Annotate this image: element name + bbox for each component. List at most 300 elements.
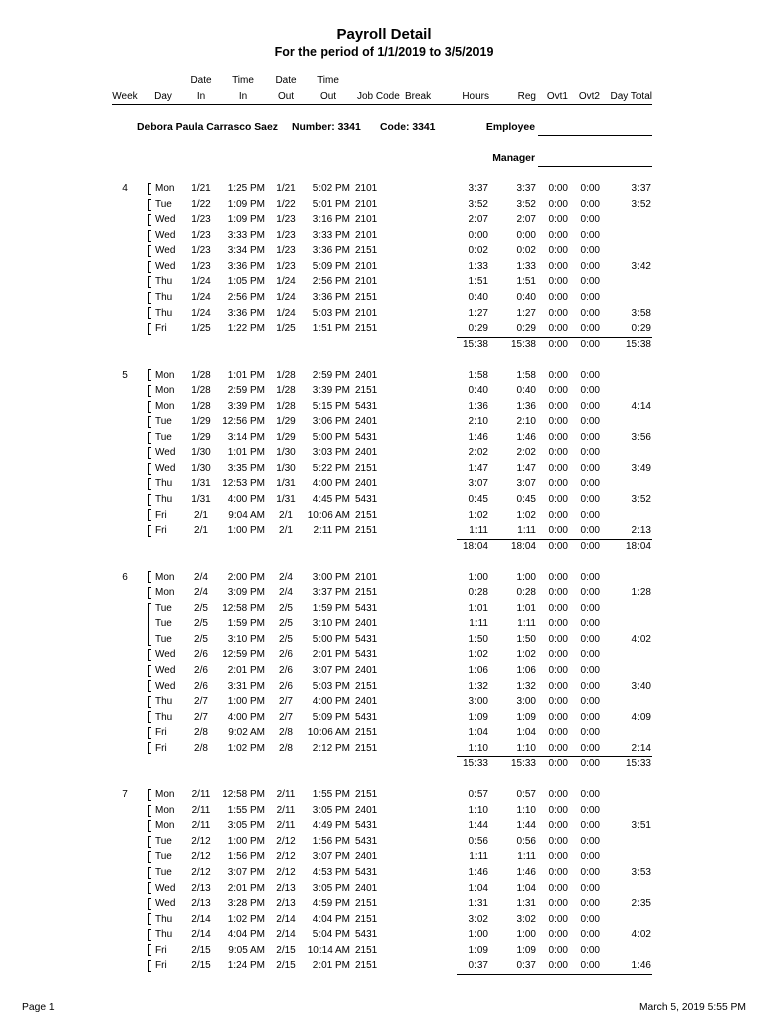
day-total-cell: 4:02 [631, 633, 651, 645]
day-cell: Mon [155, 587, 175, 599]
punch-bracket [148, 944, 151, 956]
date-in-cell: 1/28 [191, 369, 211, 381]
employee-name: Debora Paula Carrasco Saez [137, 122, 278, 133]
punch-row [0, 523, 768, 539]
reg-cell: 1:58 [516, 369, 536, 381]
reg-cell: 3:00 [516, 696, 536, 708]
job-code-cell: 2401 [355, 369, 378, 381]
date-in-cell: 2/13 [191, 882, 211, 894]
date-out-cell: 1/31 [276, 478, 296, 490]
date-in-header: In [196, 91, 206, 102]
total-ovt1-cell: 0:00 [548, 540, 568, 552]
hours-cell: 1:00 [468, 571, 488, 583]
reg-cell: 3:52 [516, 198, 536, 210]
punch-row [0, 197, 768, 213]
day-cell: Tue [155, 851, 172, 863]
time-in-cell: 4:04 PM [227, 929, 265, 941]
punch-row [0, 741, 768, 757]
punch-row [0, 616, 768, 632]
date-in-cell: 2/11 [191, 804, 211, 816]
punch-bracket [148, 199, 151, 211]
time-in-cell: 2:56 PM [227, 292, 265, 303]
ovt2-cell: 0:00 [580, 602, 600, 614]
ovt2-cell: 0:00 [580, 664, 600, 676]
time-in-cell: 3:14 PM [227, 431, 265, 443]
date-in-cell: 2/5 [194, 602, 208, 614]
reg-cell: 1:50 [516, 633, 536, 645]
punch-row [0, 647, 768, 663]
punch-bracket [148, 960, 151, 972]
time-in-cell: 3:33 PM [227, 229, 265, 241]
punch-bracket [148, 929, 151, 941]
ovt2-cell: 0:00 [580, 198, 600, 210]
punch-row [0, 274, 768, 290]
ovt2-cell: 0:00 [580, 369, 600, 381]
punch-row [0, 679, 768, 695]
reg-cell: 1:46 [516, 431, 536, 443]
week-totals-row [0, 539, 768, 555]
job-code-cell: 2151 [355, 944, 378, 956]
job-code-cell: 5431 [355, 929, 378, 941]
day-cell: Thu [155, 292, 173, 303]
time-out-cell: 5:22 PM [312, 462, 350, 474]
ovt2-cell: 0:00 [580, 960, 600, 972]
day-cell: Wed [155, 898, 176, 910]
ovt1-cell: 0:00 [548, 680, 568, 692]
punch-row [0, 430, 768, 446]
punch-row [0, 896, 768, 912]
reg-cell: 1:10 [516, 804, 536, 816]
date-in-cell: 2/12 [191, 851, 211, 863]
reg-cell: 1:11 [517, 618, 536, 630]
punch-bracket [148, 851, 151, 863]
hours-cell: 1:04 [468, 882, 488, 894]
punch-bracket [148, 432, 151, 444]
ovt2-cell: 0:00 [580, 292, 600, 303]
time-in-cell: 3:09 PM [227, 587, 265, 599]
time-out-cell: 4:45 PM [312, 494, 350, 506]
punch-row [0, 710, 768, 726]
job-code-cell: 2151 [355, 245, 378, 257]
total-reg-cell: 18:04 [510, 540, 536, 552]
week-total-cell: 15:38 [625, 338, 651, 350]
ovt1-cell: 0:00 [548, 913, 568, 925]
job-code-cell: 5431 [355, 649, 378, 661]
ovt1-cell: 0:00 [548, 183, 568, 195]
ovt1-cell: 0:00 [548, 369, 568, 381]
date-out-cell: 1/23 [276, 229, 296, 241]
job-code-cell: 2401 [355, 882, 378, 894]
date-out-cell: 2/12 [276, 866, 296, 878]
ovt1-cell: 0:00 [548, 214, 568, 226]
date-out-cell: 2/4 [279, 571, 293, 583]
ovt1-cell: 0:00 [548, 696, 568, 708]
punch-row [0, 461, 768, 477]
punch-row [0, 865, 768, 881]
ovt1-cell: 0:00 [548, 431, 568, 443]
ovt1-cell: 0:00 [548, 804, 568, 816]
break-header: Break [405, 91, 432, 102]
date-out-cell: 1/23 [276, 260, 296, 272]
punch-row [0, 803, 768, 819]
time-out-cell: 5:04 PM [312, 929, 350, 941]
ovt1-cell: 0:00 [548, 960, 568, 972]
ovt2-cell: 0:00 [580, 835, 600, 847]
day-total-cell: 2:35 [631, 898, 651, 910]
hours-cell: 1:36 [468, 400, 488, 412]
time-in-cell: 1:55 PM [227, 804, 265, 816]
hours-cell: 1:11 [469, 525, 488, 537]
reg-cell: 1:00 [516, 929, 536, 941]
hours-cell: 1:10 [468, 742, 488, 754]
ovt2-cell: 0:00 [580, 494, 600, 506]
date-in-cell: 2/6 [194, 664, 208, 676]
time-out-cell: 3:37 PM [312, 587, 350, 599]
day-cell: Tue [155, 198, 172, 210]
reg-cell: 1:31 [516, 898, 536, 910]
punch-bracket [148, 680, 151, 692]
ovt1-cell: 0:00 [548, 245, 568, 257]
time-out-cell: 3:05 PM [312, 804, 350, 816]
ovt1-cell: 0:00 [548, 323, 568, 335]
day-cell: Tue [155, 602, 172, 614]
date-in-cell: 1/28 [191, 385, 211, 397]
ovt2-cell: 0:00 [580, 462, 600, 474]
time-in-cell: 12:58 PM [222, 602, 265, 614]
date-in-cell: 1/24 [191, 276, 211, 288]
job-code-cell: 2151 [355, 385, 378, 397]
punch-row [0, 787, 768, 803]
ovt1-cell: 0:00 [548, 742, 568, 754]
day-cell: Wed [155, 214, 176, 226]
ovt2-cell: 0:00 [580, 509, 600, 521]
reg-cell: 1:04 [516, 727, 536, 739]
time-in-cell: 1:59 PM [227, 618, 265, 630]
job-code-header: Job Code [357, 91, 400, 102]
ovt1-cell: 0:00 [548, 276, 568, 288]
punch-bracket [148, 632, 151, 646]
punch-bracket [148, 805, 151, 817]
ovt1-cell: 0:00 [548, 494, 568, 506]
job-code-cell: 2151 [355, 292, 378, 303]
punch-row [0, 368, 768, 384]
date-in-cell: 1/23 [191, 245, 211, 257]
time-out-cell: 3:06 PM [312, 416, 350, 428]
ovt1-cell: 0:00 [548, 633, 568, 645]
ovt2-cell: 0:00 [580, 804, 600, 816]
time-out-cell: 4:59 PM [312, 898, 350, 910]
job-code-cell: 2151 [355, 525, 378, 537]
job-code-cell: 2101 [355, 260, 378, 272]
ovt1-cell: 0:00 [548, 944, 568, 956]
hours-cell: 1:50 [468, 633, 488, 645]
date-in-header-top: Date [190, 75, 212, 86]
day-cell: Mon [155, 400, 175, 412]
reg-cell: 0:29 [516, 323, 536, 335]
time-in-cell: 1:00 PM [227, 696, 265, 708]
reg-cell: 1:04 [516, 882, 536, 894]
ovt2-cell: 0:00 [580, 447, 600, 459]
day-cell: Fri [155, 944, 167, 956]
hours-cell: 2:07 [468, 214, 488, 226]
punch-row [0, 414, 768, 430]
hours-cell: 1:11 [469, 851, 488, 863]
reg-cell: 1:46 [516, 866, 536, 878]
reg-cell: 1:00 [516, 571, 536, 583]
day-cell: Wed [155, 680, 176, 692]
day-total-cell: 2:13 [631, 525, 651, 537]
date-out-cell: 2/11 [276, 789, 296, 801]
time-out-cell: 4:49 PM [312, 820, 350, 832]
day-cell: Wed [155, 245, 176, 257]
date-out-cell: 2/11 [276, 820, 296, 832]
time-in-cell: 3:39 PM [227, 400, 265, 412]
time-in-cell: 9:05 AM [228, 944, 265, 956]
ovt2-cell: 0:00 [580, 478, 600, 490]
day-cell: Fri [155, 323, 167, 335]
ovt2-cell: 0:00 [580, 416, 600, 428]
time-in-cell: 12:56 PM [222, 416, 265, 428]
date-in-cell: 2/1 [194, 525, 208, 537]
job-code-cell: 2101 [355, 183, 378, 195]
ovt2-cell: 0:00 [580, 245, 600, 257]
reg-cell: 1:36 [516, 400, 536, 412]
punch-row [0, 601, 768, 617]
date-in-cell: 2/14 [191, 913, 211, 925]
job-code-cell: 2101 [355, 307, 378, 319]
date-in-cell: 1/29 [191, 431, 211, 443]
time-out-cell: 10:06 AM [307, 509, 350, 521]
ovt1-cell: 0:00 [548, 835, 568, 847]
job-code-cell: 2401 [355, 447, 378, 459]
reg-cell: 3:02 [516, 913, 536, 925]
job-code-cell: 2401 [355, 416, 378, 428]
ovt1-cell: 0:00 [548, 866, 568, 878]
day-cell: Fri [155, 509, 167, 521]
hours-cell: 1:02 [468, 509, 488, 521]
day-cell: Tue [155, 431, 172, 443]
time-out-cell: 3:16 PM [312, 214, 350, 226]
reg-cell: 1:33 [516, 260, 536, 272]
day-total-cell: 3:42 [631, 260, 651, 272]
hours-cell: 2:02 [468, 447, 488, 459]
ovt2-cell: 0:00 [580, 587, 600, 599]
punch-bracket [148, 898, 151, 910]
punch-bracket [148, 665, 151, 677]
date-out-cell: 2/11 [276, 804, 296, 816]
time-out-cell: 2:11 PM [313, 525, 350, 537]
date-out-cell: 2/4 [279, 587, 293, 599]
punch-row [0, 632, 768, 648]
date-in-cell: 2/6 [194, 680, 208, 692]
employee-signature-label: Employee [485, 122, 535, 133]
day-cell: Thu [155, 494, 173, 506]
job-code-cell: 2101 [355, 276, 378, 288]
hours-cell: 3:37 [468, 183, 488, 195]
ovt2-cell: 0:00 [580, 742, 600, 754]
reg-cell: 1:01 [516, 602, 536, 614]
reg-cell: 1:02 [516, 509, 536, 521]
day-total-header: Day Total [610, 91, 652, 102]
day-cell: Thu [155, 276, 173, 288]
reg-cell: 0:45 [516, 494, 536, 506]
punch-row [0, 725, 768, 741]
time-out-cell: 5:02 PM [312, 183, 350, 195]
punch-bracket [148, 478, 151, 490]
job-code-cell: 2151 [355, 898, 378, 910]
ovt2-cell: 0:00 [580, 633, 600, 645]
hours-cell: 1:27 [468, 307, 488, 319]
page-number: Page 1 [22, 1002, 55, 1013]
time-out-cell: 2:01 PM [312, 960, 350, 972]
date-out-cell: 2/8 [279, 727, 293, 739]
date-in-cell: 2/12 [191, 835, 211, 847]
day-cell: Thu [155, 711, 173, 723]
punch-bracket [148, 292, 151, 304]
punch-bracket [148, 696, 151, 708]
date-in-cell: 2/14 [191, 929, 211, 941]
punch-bracket [148, 245, 151, 257]
job-code-cell: 2151 [355, 913, 378, 925]
reg-cell: 1:09 [516, 944, 536, 956]
date-out-cell: 2/12 [276, 851, 296, 863]
hours-cell: 0:40 [468, 385, 488, 397]
ovt1-cell: 0:00 [548, 820, 568, 832]
punch-bracket [148, 447, 151, 459]
time-in-cell: 9:04 AM [228, 509, 265, 521]
ovt1-cell: 0:00 [548, 447, 568, 459]
punch-row [0, 399, 768, 415]
time-out-cell: 10:14 AM [307, 944, 350, 956]
punch-bracket [148, 261, 151, 273]
job-code-cell: 2401 [355, 478, 378, 490]
job-code-cell: 5431 [355, 633, 378, 645]
ovt1-cell: 0:00 [548, 260, 568, 272]
report-period: For the period of 1/1/2019 to 3/5/2019 [274, 45, 494, 59]
ovt2-cell: 0:00 [580, 385, 600, 397]
punch-bracket [148, 401, 151, 413]
punch-bracket [148, 230, 151, 242]
punch-row [0, 663, 768, 679]
ovt2-cell: 0:00 [580, 727, 600, 739]
punch-bracket [148, 509, 151, 521]
date-out-header-top: Date [275, 75, 297, 86]
punch-row [0, 181, 768, 197]
day-cell: Mon [155, 385, 175, 397]
hours-cell: 1:51 [468, 276, 488, 288]
date-out-cell: 1/29 [276, 416, 296, 428]
date-out-cell: 2/5 [279, 618, 293, 630]
ovt2-cell: 0:00 [580, 649, 600, 661]
reg-cell: 0:57 [516, 789, 536, 801]
ovt1-cell: 0:00 [548, 602, 568, 614]
time-in-cell: 1:25 PM [227, 183, 265, 195]
time-in-cell: 1:00 PM [227, 525, 265, 537]
date-in-cell: 1/31 [191, 478, 211, 490]
day-cell: Tue [155, 835, 172, 847]
time-out-cell: 4:04 PM [312, 913, 350, 925]
date-in-cell: 2/4 [194, 571, 208, 583]
punch-row [0, 849, 768, 865]
ovt2-cell: 0:00 [580, 183, 600, 195]
ovt2-cell: 0:00 [580, 260, 600, 272]
date-in-cell: 1/29 [191, 416, 211, 428]
date-out-cell: 2/7 [279, 711, 293, 723]
print-timestamp: March 5, 2019 5:55 PM [638, 1002, 746, 1013]
ovt1-cell: 0:00 [548, 462, 568, 474]
punch-bracket [148, 587, 151, 599]
job-code-cell: 2151 [355, 462, 378, 474]
date-out-cell: 1/29 [276, 431, 296, 443]
day-cell: Thu [155, 696, 173, 708]
job-code-cell: 5431 [355, 711, 378, 723]
time-in-cell: 3:36 PM [227, 260, 265, 272]
total-ovt1-cell: 0:00 [548, 338, 568, 350]
day-cell: Fri [155, 742, 167, 754]
ovt1-cell: 0:00 [548, 400, 568, 412]
reg-cell: 0:28 [516, 587, 536, 599]
date-out-cell: 1/28 [276, 369, 296, 381]
week-header: Week [112, 91, 138, 102]
total-hours-cell: 15:38 [462, 338, 488, 350]
hours-cell: 1:09 [468, 711, 488, 723]
reg-cell: 1:11 [517, 525, 536, 537]
hours-cell: 1:09 [468, 944, 488, 956]
punch-bracket [148, 463, 151, 475]
punch-bracket [148, 183, 151, 195]
time-out-cell: 5:00 PM [312, 633, 350, 645]
day-total-cell: 1:46 [631, 960, 651, 972]
time-out-cell: 4:00 PM [312, 478, 350, 490]
ovt1-cell: 0:00 [548, 307, 568, 319]
day-total-cell: 1:28 [631, 587, 651, 599]
date-in-cell: 2/13 [191, 898, 211, 910]
hours-cell: 3:52 [468, 198, 488, 210]
date-in-cell: 2/8 [194, 727, 208, 739]
date-out-cell: 2/14 [276, 929, 296, 941]
time-out-cell: 5:03 PM [312, 307, 350, 319]
ovt2-cell: 0:00 [580, 711, 600, 723]
ovt2-cell: 0:00 [580, 431, 600, 443]
date-out-cell: 1/23 [276, 245, 296, 257]
date-in-cell: 2/15 [191, 944, 211, 956]
day-header: Day [154, 91, 172, 102]
date-in-cell: 2/11 [191, 820, 211, 832]
day-cell: Fri [155, 960, 167, 972]
punch-bracket [148, 727, 151, 739]
job-code-cell: 5431 [355, 431, 378, 443]
time-in-cell: 1:00 PM [227, 835, 265, 847]
date-out-cell: 1/25 [276, 323, 296, 335]
hours-cell: 1:00 [468, 929, 488, 941]
job-code-cell: 5431 [355, 820, 378, 832]
punch-row [0, 228, 768, 244]
day-cell: Tue [155, 416, 172, 428]
punch-row [0, 476, 768, 492]
date-out-cell: 1/30 [276, 462, 296, 474]
ovt2-cell: 0:00 [580, 820, 600, 832]
week-totals-row [0, 974, 768, 990]
time-in-cell: 1:05 PM [227, 276, 265, 288]
date-out-cell: 1/28 [276, 400, 296, 412]
day-total-cell: 3:53 [631, 866, 651, 878]
time-out-cell: 3:05 PM [312, 882, 350, 894]
date-in-cell: 1/30 [191, 462, 211, 474]
date-out-cell: 1/24 [276, 276, 296, 288]
punch-bracket [148, 789, 151, 801]
day-cell: Wed [155, 462, 176, 474]
date-out-cell: 2/6 [279, 649, 293, 661]
